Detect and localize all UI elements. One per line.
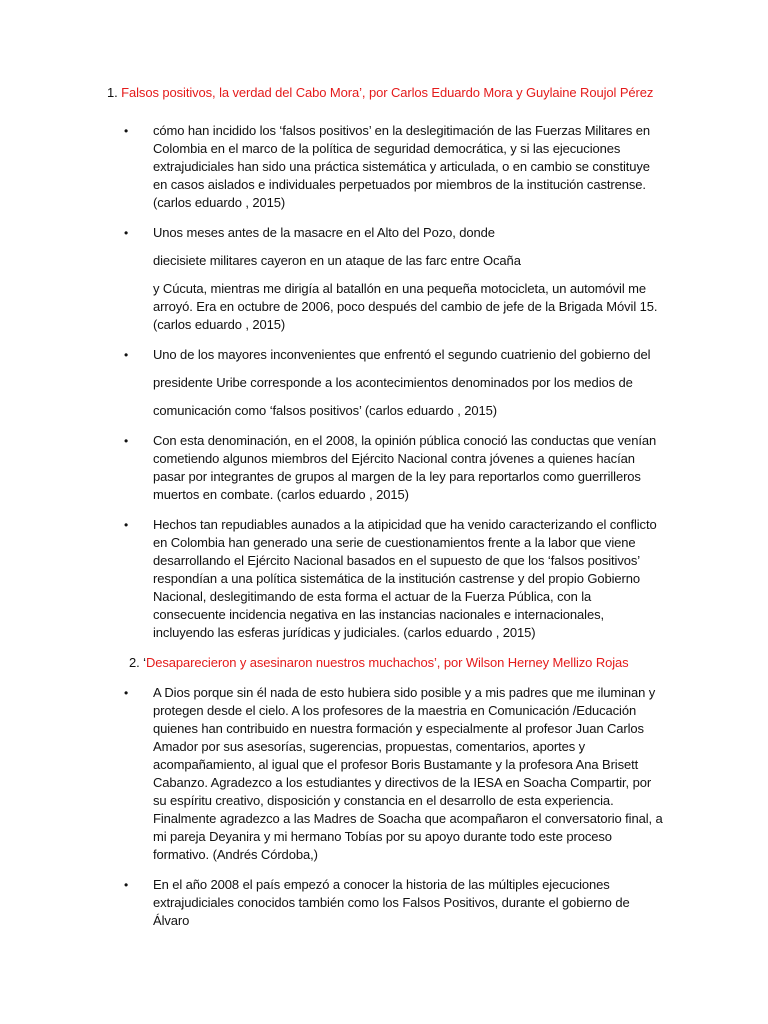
section-2-number: 2. ‘ <box>129 655 146 670</box>
section-1-number: 1. <box>107 85 118 100</box>
paragraph: comunicación como ‘falsos positivos’ (carlos eduardo , 2015) <box>153 403 497 418</box>
section-1-heading <box>107 84 768 102</box>
document-body <box>0 84 768 930</box>
bullet-icon: • <box>124 226 129 240</box>
paragraph: Unos meses antes de la masacre en el Alto del Pozo, donde <box>153 225 495 240</box>
paragraph: diecisiete militares cayeron en un ataque de las farc entre Ocaña <box>153 253 521 268</box>
section-2-list <box>0 684 768 930</box>
list-item <box>124 224 663 334</box>
list-item <box>124 432 663 504</box>
list-item <box>124 684 663 864</box>
list-item <box>124 516 663 642</box>
paragraph: Con esta denominación, en el 2008, la opinión pública conoció las conductas que venían cometiendo algunos miembros del Ejército Nacional contra jóvenes a quienes hacían pasar por integrantes de grupos al margen de la ley para reportarlos como guerrilleros muertos en combate. (carlos eduardo , 2015) <box>153 433 657 502</box>
paragraph: En el año 2008 el país empezó a conocer la historia de las múltiples ejecuciones extrajudiciales conocidos también como los Falsos Positivos, durante el gobierno de Álvaro <box>153 877 630 928</box>
list-item <box>124 122 663 212</box>
bullet-icon: • <box>124 686 129 700</box>
bullet-icon: • <box>124 878 129 892</box>
bullet-icon: • <box>124 348 129 362</box>
list-item <box>124 346 663 420</box>
list-item <box>124 876 663 930</box>
bullet-icon: • <box>124 518 129 532</box>
paragraph: Uno de los mayores inconvenientes que enfrentó el segundo cuatrienio del gobierno del <box>153 347 651 362</box>
paragraph: cómo han incidido los ‘falsos positivos’ en la deslegitimación de las Fuerzas Militares en Colombia en el marco de la política de seguridad democrática, y si las ejecuciones extrajudiciales han sido una práctica sistemática y articulada, o en cambio se constituye en casos aislados e individuales perpetuados por miembros de la institución castrense. (carlos eduardo , 2015) <box>153 123 651 210</box>
section-2-title: Desaparecieron y asesinaron nuestros muchachos’, por Wilson Herney Mellizo Rojas <box>145 655 629 670</box>
section-1-list <box>0 122 768 642</box>
paragraph: Hechos tan repudiables aunados a la atipicidad que ha venido caracterizando el conflicto en Colombia han generado una serie de cuestionamientos frente a la labor que viene desarrollando el Ejército Nacional basados en el supuesto de que los ‘falsos positivos’ respondían a una política sistemática de la institución castrense y del propio Gobierno Nacional, deslegitimando de esta forma el actuar de la Fuerza Pública, con la consecuente incidencia negativa en las instancias nacionales e internacionales, incluyendo las esferas jurídicas y judiciales. (carlos eduardo , 2015) <box>153 517 657 640</box>
bullet-icon: • <box>124 124 129 138</box>
paragraph: presidente Uribe corresponde a los acontecimientos denominados por los medios de <box>153 375 633 390</box>
section-2-heading <box>129 654 768 672</box>
section-1-title: Falsos positivos, la verdad del Cabo Mora’, por Carlos Eduardo Mora y Guylaine Roujol Pérez <box>121 85 654 100</box>
paragraph: y Cúcuta, mientras me dirigía al batallón en una pequeña motocicleta, un automóvil me arroyó. Era en octubre de 2006, poco después del cambio de jefe de la Brigada Móvil 15. (carlos eduardo , 2015) <box>153 281 658 332</box>
bullet-icon: • <box>124 434 129 448</box>
paragraph: A Dios porque sin él nada de esto hubiera sido posible y a mis padres que me iluminan y protegen desde el cielo. A los profesores de la maestria en Comunicación /Educación quienes han contribuido en nuestra formación y especialmente al profesor Juan Carlos Amador por sus asesorías, sugerencias, propuestas, comentarios, aportes y acompañamiento, al igual que el profesor Boris Bustamante y la profesora Ana Brisett Cabanzo. Agradezco a los estudiantes y directivos de la IESA en Soacha Compartir, por su espíritu creativo, disposición y constancia en el desarrollo de esta experiencia. Finalmente agradezco a las Madres de Soacha que acompañaron el conversatorio final, a mi pareja Deyanira y mi hermano Tobías por su apoyo durante todo este proceso formativo. (Andrés Córdoba,) <box>153 685 663 862</box>
